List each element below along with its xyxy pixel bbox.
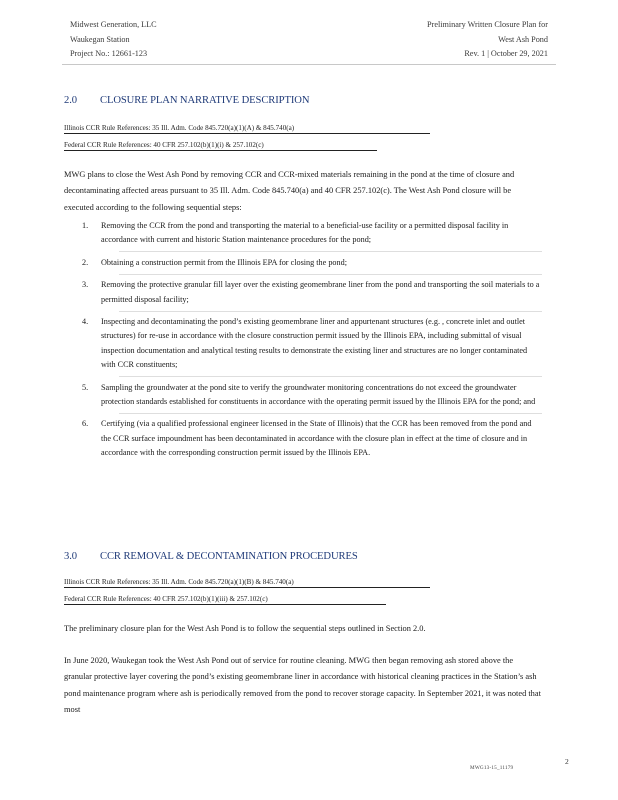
header-left [70,18,157,62]
closure-step-3 [64,278,542,311]
step-divider [119,409,542,414]
step-number: 3. [82,280,89,290]
header-pond-name: West Ash Pond [498,34,548,44]
section-2-title: CLOSURE PLAN NARRATIVE DESCRIPTION [100,95,310,106]
section-3-illinois-reference: Illinois CCR Rule References: 35 Ill. Adm. Code 845.720(a)(1)(B) & 845.740(a) [64,578,430,588]
header-station: Waukegan Station [70,34,130,44]
step-text: Sampling the groundwater at the pond site to verify the groundwater monitoring concentrations do not exceed the groundwater protection standards established for constituents in accordance with the operating permit issued by the Illinois EPA for the pond; and [101,382,536,407]
section-2-intro: MWG plans to close the West Ash Pond by removing CCR and CCR-mixed materials remaining in the pond at the time of closure and decontaminating affected areas pursuant to 35 Ill. Adm. Code 845.740(a) and 40 CFR 257.102(c). The West Ash Pond closure will be executed according to the following sequential steps: [64,170,515,212]
section-2-heading [64,95,309,106]
section-3-heading [64,551,358,562]
step-number: 5. [82,382,89,392]
step-number: 2. [82,257,89,267]
header-revision: Rev. 1 | October 29, 2021 [464,49,548,58]
closure-step-1 [64,219,542,252]
step-divider [119,248,542,253]
section-2-number: 2.0 [64,95,77,106]
closure-step-6 [64,417,542,460]
section-3-paragraph-1: The preliminary closure plan for the West Ash Pond is to follow the sequential steps outlined in Section 2.0. [64,624,426,633]
header-company: Midwest Generation, LLC [70,20,157,29]
footer-document-code: MWG13-15_11179 [470,765,514,771]
step-text: Removing the protective granular fill layer over the existing geomembrane liner from the pond and transporting the soil materials to a permitted disposal facility; [101,280,540,304]
step-number: 4. [82,317,89,327]
header-right [427,18,548,62]
header-project-no: Project No.: 12661-123 [70,49,148,58]
section-2-illinois-reference: Illinois CCR Rule References: 35 Ill. Adm. Code 845.720(a)(1)(A) & 845.740(a) [64,124,430,134]
page-number: 2 [565,757,569,766]
header-doc-title: Preliminary Written Closure Plan for [427,20,548,29]
step-text: Inspecting and decontaminating the pond’s existing geomembrane liner and appurtenant structures (e.g. , concrete inlet and outlet structures) for re-use in accordance with the closure construction permit issued by the Illinois EPA, including submittal of visual inspection documentation and analytical testing results to demonstrate the existing liner and structures are no longer contaminated with CCR constituents; [101,317,528,370]
closure-steps-list [64,219,542,461]
closure-step-5 [64,381,542,414]
section-3-paragraph-2: In June 2020, Waukegan took the West Ash Pond out of service for routine cleaning. MWG then began removing ash stored above the granular protective layer covering the pond’s existing geomembrane liner in accordance with historical cleaning practices in the Station’s ash pond maintenance program where ash is periodically removed from the pond to recover storage capacity. In September 2021, it was noted that most [64,656,541,715]
section-3-title: CCR REMOVAL & DECONTAMINATION PROCEDURES [100,551,358,562]
closure-step-4 [64,315,542,377]
section-2-federal-reference: Federal CCR Rule References: 40 CFR 257.102(b)(1)(i) & 257.102(c) [64,141,377,151]
section-3-number: 3.0 [64,551,77,562]
step-text: Certifying (via a qualified professional engineer licensed in the State of Illinois) that the CCR has been removed from the pond and the CCR surface impoundment has been decontaminated in accordance with the closure plan in effect at the time of closure and in accordance with the corresponding construction permit issued by the Illinois EPA. [101,419,532,458]
closure-step-2 [64,256,542,275]
step-divider [119,307,542,312]
step-divider [119,270,542,275]
step-number: 1. [82,221,89,230]
step-number: 6. [82,419,89,429]
step-text: Removing the CCR from the pond and transporting the material to a beneficial-use facility or a permitted disposal facility in accordance with current and historic Station maintenance procedures for the pond; [101,221,509,245]
section-3-federal-reference: Federal CCR Rule References: 40 CFR 257.102(b)(1)(iii) & 257.102(c) [64,595,386,605]
step-text: Obtaining a construction permit from the Illinois EPA for closing the pond; [101,257,347,267]
header-divider [62,64,556,65]
step-divider [119,373,542,378]
